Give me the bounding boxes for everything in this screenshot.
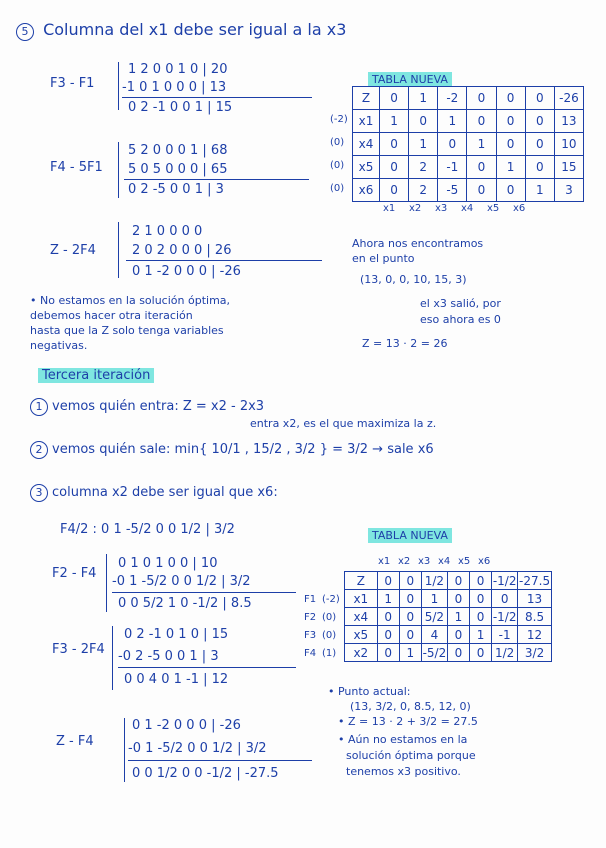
table-cell: 0	[470, 572, 492, 590]
column-label: x6	[478, 556, 491, 567]
table-cell: -26	[554, 87, 583, 110]
table-cell: 2	[409, 179, 438, 202]
step-2	[30, 441, 434, 459]
rowop-row: 2 0 2 0 0 0 | 26	[132, 243, 232, 258]
row-coefficient-label: (-2)	[330, 114, 348, 125]
table-cell: 1	[470, 626, 492, 644]
table-cell: 1	[377, 590, 399, 608]
row-coefficient-label: (0)	[322, 630, 337, 641]
rowop-row: -1 0 1 0 0 0 | 13	[122, 80, 227, 95]
table-cell: 0	[470, 644, 492, 662]
note-line: Z = 13 · 2 = 26	[362, 337, 448, 350]
table-cell: -2	[438, 87, 467, 110]
step-1-sub: entra x2, es el que maximiza la z.	[250, 417, 437, 430]
table-cell: 0	[470, 590, 492, 608]
section-header	[16, 22, 346, 41]
table-cell: 3	[554, 179, 583, 202]
row-coefficient-label: (0)	[330, 183, 345, 194]
table-cell: 0	[496, 110, 525, 133]
table-cell: 0	[447, 572, 469, 590]
rowop-row: 5 0 5 0 0 0 | 65	[128, 162, 228, 177]
column-label: x2	[398, 556, 411, 567]
table-cell: 1	[496, 156, 525, 179]
table-cell: 0	[467, 110, 496, 133]
rowop-row: 0 1 0 1 0 0 | 10	[118, 556, 218, 571]
table-cell: 0	[467, 156, 496, 179]
table-cell: 8.5	[518, 608, 552, 626]
note-line: tenemos x3 positivo.	[346, 765, 461, 778]
note-line: negativas.	[30, 339, 88, 352]
rowop-row: 5 2 0 0 0 1 | 68	[128, 143, 228, 158]
table-cell: 1	[379, 110, 408, 133]
rowop-row: 0 2 -5 0 0 1 | 3	[128, 182, 224, 197]
table-cell: -1/2	[492, 609, 517, 624]
table-row	[345, 626, 552, 644]
table-cell: 0	[377, 608, 399, 626]
step-number: 3	[30, 484, 48, 502]
column-label: x2	[409, 203, 422, 214]
table-cell: 1	[399, 644, 421, 662]
table-cell: 0	[379, 179, 408, 202]
row-coefficient-label: (0)	[322, 612, 337, 623]
table-cell: 0	[379, 156, 408, 179]
column-label: x3	[435, 203, 448, 214]
table-row	[345, 608, 552, 626]
table-cell: 0	[438, 133, 467, 156]
table-cell: 0	[525, 133, 554, 156]
table-cell: 5/2	[421, 608, 447, 626]
rowop-row: 0 2 -1 0 1 0 | 15	[124, 627, 229, 642]
note-line: (13, 3/2, 0, 8.5, 12, 0)	[350, 700, 471, 713]
basis-variable-cell: x6	[353, 179, 380, 202]
table-cell: -1	[492, 626, 518, 644]
basis-variable-cell: Z	[353, 87, 380, 110]
basis-variable-cell: x4	[353, 133, 380, 156]
table-cell: -1	[438, 156, 467, 179]
table-cell: 0	[467, 179, 496, 202]
rowop-row: 0 0 1/2 0 0 -1/2 | -27.5	[132, 766, 279, 781]
rowop-label: F3 - F1	[50, 76, 95, 91]
basis-variable-cell: x2	[345, 644, 378, 662]
table-cell: -5/2	[422, 645, 447, 660]
table-cell: 0	[377, 572, 399, 590]
table-cell: 1	[525, 179, 554, 202]
table-cell: 15	[554, 156, 583, 179]
table-cell: 1/2	[492, 644, 518, 662]
table-row	[353, 156, 584, 179]
row-coefficient-label: (1)	[322, 648, 337, 659]
table-row	[353, 87, 584, 110]
basis-variable-cell: Z	[345, 572, 378, 590]
row-f-label: F1	[304, 594, 317, 605]
note-line: • Punto actual:	[328, 685, 411, 698]
rowop-row: 0 0 4 0 1 -1 | 12	[124, 672, 229, 687]
table-row	[353, 179, 584, 202]
row-f-label: F3	[304, 630, 317, 641]
row-f-label: F4	[304, 648, 317, 659]
rowop-label: F2 - F4	[52, 566, 97, 581]
step-number: 1	[30, 398, 48, 416]
table-cell: 0	[379, 87, 408, 110]
table-cell: 10	[554, 133, 583, 156]
table-2-title: TABLA NUEVA	[368, 528, 452, 543]
table-row	[345, 572, 552, 590]
table-cell: 1	[447, 608, 469, 626]
table-cell: 0	[470, 608, 492, 626]
table-cell: 1	[409, 87, 438, 110]
simplex-table-2	[344, 571, 552, 662]
table-cell: 0	[525, 156, 554, 179]
row-f-label: F2	[304, 612, 317, 623]
rowop-label: Z - 2F4	[50, 243, 96, 258]
step-text: vemos quién entra: Z = x2 - 2x3	[52, 399, 265, 414]
rowop-row: 0 1 -2 0 0 0 | -26	[132, 264, 241, 279]
column-label: x4	[461, 203, 474, 214]
note-line: • No estamos en la solución óptima,	[30, 294, 231, 307]
rowop-row: -0 1 -5/2 0 0 1/2 | 3/2	[128, 741, 267, 756]
table-cell: 0	[467, 87, 496, 110]
rowop-row: -0 1 -5/2 0 0 1/2 | 3/2	[112, 574, 251, 589]
table-cell: -5	[438, 179, 467, 202]
basis-variable-cell: x5	[345, 626, 378, 644]
table-cell: 0	[377, 626, 399, 644]
table-cell: 1	[421, 590, 447, 608]
table-cell: 0	[447, 644, 469, 662]
table-cell: 0	[399, 590, 421, 608]
note-line: el x3 salió, por	[420, 297, 501, 310]
step-number: 2	[30, 441, 48, 459]
note-line: eso ahora es 0	[420, 313, 501, 326]
table-cell: 0	[379, 133, 408, 156]
rowop-row: 0 2 -1 0 0 1 | 15	[128, 100, 233, 115]
table-cell: 1	[409, 133, 438, 156]
table-cell: 0	[447, 590, 469, 608]
table-cell: 0	[399, 572, 421, 590]
table-cell: 0	[377, 644, 399, 662]
table-cell: 0	[409, 110, 438, 133]
step-1	[30, 398, 264, 416]
header-title: Columna del x1 debe ser igual a la x3	[43, 20, 347, 39]
table-cell: 1	[438, 110, 467, 133]
table-cell: 0	[525, 87, 554, 110]
section-2-title: Tercera iteración	[38, 368, 154, 383]
note-line: debemos hacer otra iteración	[30, 309, 193, 322]
step-text: vemos quién sale: min{ 10/1 , 15/2 , 3/2 } = 3/2 → sale x6	[52, 442, 434, 457]
rowop-label: F3 - 2F4	[52, 642, 105, 657]
note-line: • Z = 13 · 2 + 3/2 = 27.5	[338, 715, 478, 728]
column-label: x5	[487, 203, 500, 214]
note-line: hasta que la Z solo tenga variables	[30, 324, 224, 337]
note-line: en el punto	[352, 252, 415, 265]
table-cell: 0	[496, 133, 525, 156]
table-cell: 0	[496, 179, 525, 202]
rowop-row: 2 1 0 0 0 0	[132, 224, 203, 239]
table-cell: 1/2	[421, 572, 447, 590]
note-line: (13, 0, 0, 10, 15, 3)	[360, 273, 467, 286]
basis-variable-cell: x1	[345, 590, 378, 608]
table-cell: -1/2	[492, 573, 517, 588]
table-cell: 0	[492, 590, 518, 608]
rowop-row: -0 2 -5 0 0 1 | 3	[118, 649, 219, 664]
table-cell: 0	[447, 626, 469, 644]
note-line: • Aún no estamos en la	[338, 733, 468, 746]
table-cell: -27.5	[519, 573, 551, 588]
basis-variable-cell: x4	[345, 608, 378, 626]
note-line: Ahora nos encontramos	[352, 237, 484, 250]
column-label: x6	[513, 203, 526, 214]
rowop-row: 0 1 -2 0 0 0 | -26	[132, 718, 241, 733]
table-cell: 0	[496, 87, 525, 110]
row-coefficient-label: (0)	[330, 137, 345, 148]
row-coefficient-label: (-2)	[322, 594, 340, 605]
rowop-row: 0 0 5/2 1 0 -1/2 | 8.5	[118, 596, 252, 611]
step-text: columna x2 debe ser igual que x6:	[52, 485, 278, 500]
rowop-label: Z - F4	[56, 734, 94, 749]
table-cell: 13	[554, 110, 583, 133]
column-label: x3	[418, 556, 431, 567]
column-label: x5	[458, 556, 471, 567]
basis-variable-cell: x1	[353, 110, 380, 133]
step-3	[30, 484, 278, 502]
column-label: x1	[383, 203, 396, 214]
table-row	[353, 110, 584, 133]
table-cell: 13	[518, 590, 552, 608]
table-row	[345, 644, 552, 662]
row-coefficient-label: (0)	[330, 160, 345, 171]
simplex-table-1	[352, 86, 584, 202]
table-row	[345, 590, 552, 608]
column-label: x1	[378, 556, 391, 567]
table-cell: 2	[409, 156, 438, 179]
rowop-label: F4 - 5F1	[50, 160, 103, 175]
rowop-row: 1 2 0 0 1 0 | 20	[128, 62, 228, 77]
table-1-title: TABLA NUEVA	[368, 72, 452, 87]
table-cell: 0	[399, 608, 421, 626]
note-line: solución óptima porque	[346, 749, 476, 762]
table-cell: 1	[467, 133, 496, 156]
table-cell: 0	[399, 626, 421, 644]
table-cell: 3/2	[518, 644, 552, 662]
column-label: x4	[438, 556, 451, 567]
step-number: 5	[16, 23, 34, 41]
table-row	[353, 133, 584, 156]
table-cell: 4	[421, 626, 447, 644]
basis-variable-cell: x5	[353, 156, 380, 179]
f4-half: F4/2 : 0 1 -5/2 0 0 1/2 | 3/2	[60, 522, 235, 537]
table-cell: 12	[518, 626, 552, 644]
table-cell: 0	[525, 110, 554, 133]
